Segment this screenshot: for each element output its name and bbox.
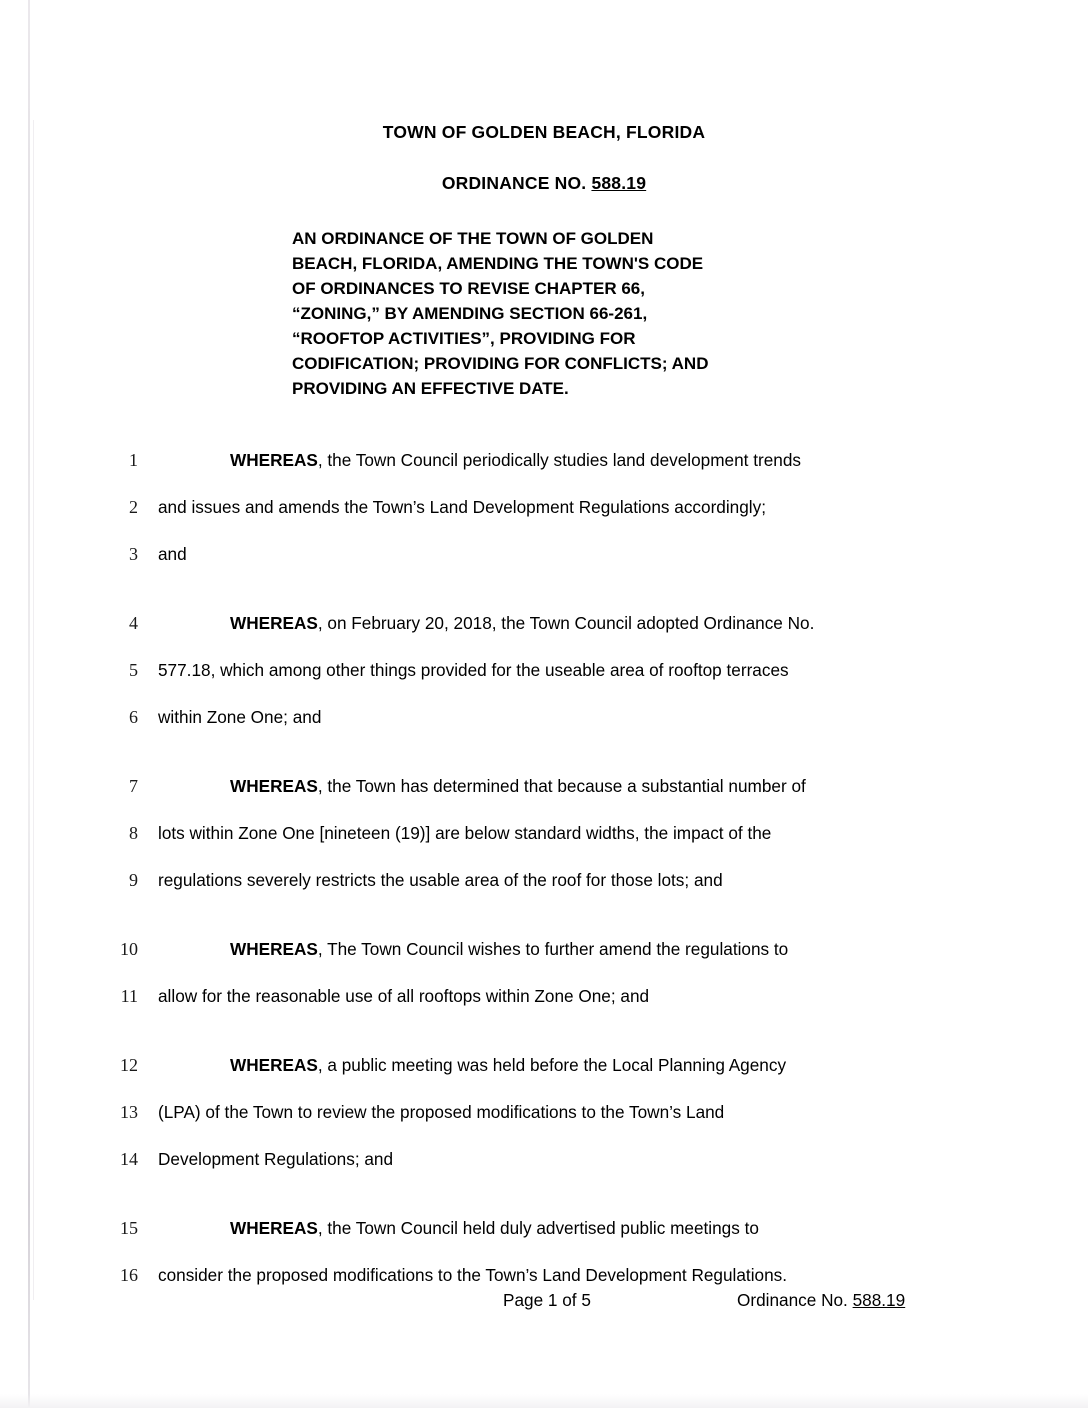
jurisdiction-title: TOWN OF GOLDEN BEACH, FLORIDA: [382, 122, 706, 142]
line-text: 577.18, which among other things provided for the useable area of rooftop terraces: [158, 660, 789, 680]
paragraph: [0, 600, 1088, 741]
scan-edge-bottom: [0, 1394, 1088, 1408]
line-text: [158, 763, 956, 810]
numbered-line: [0, 1136, 1088, 1183]
line-body: , The Town Council wishes to further amend the regulations to: [317, 939, 789, 959]
line-text: [158, 926, 956, 973]
line-number: 7: [129, 776, 138, 796]
numbered-line: [0, 1042, 1088, 1089]
line-text: [158, 1042, 956, 1089]
whereas-lead: WHEREAS: [230, 1055, 318, 1075]
paragraph: [0, 926, 1088, 1020]
ordinance-summary: [292, 226, 827, 401]
line-number: 3: [129, 544, 138, 564]
summary-line: “ZONING,” BY AMENDING SECTION 66-261,: [292, 304, 648, 323]
line-text: lots within Zone One [nineteen (19)] are below standard widths, the impact of the: [158, 823, 772, 843]
page-number-label: Page 1 of 5: [503, 1290, 591, 1310]
line-body: , the Town has determined that because a substantial number of: [317, 776, 806, 796]
summary-line: PROVIDING AN EFFECTIVE DATE.: [292, 379, 569, 398]
line-text: [158, 600, 956, 647]
footer-ordinance-prefix: Ordinance No.: [737, 1290, 853, 1310]
line-text: and: [158, 544, 187, 564]
line-number: 4: [129, 613, 138, 633]
line-text: [158, 1205, 956, 1252]
line-body: , the Town Council held duly advertised public meetings to: [317, 1218, 759, 1238]
ordinance-number-heading: [0, 173, 1088, 194]
line-text: [158, 437, 956, 484]
line-text: and issues and amends the Town’s Land Development Regulations accordingly;: [158, 497, 766, 517]
line-body: , on February 20, 2018, the Town Council adopted Ordinance No.: [317, 613, 815, 633]
footer-ordinance-number: 588.19: [852, 1290, 906, 1310]
summary-line: BEACH, FLORIDA, AMENDING THE TOWN'S CODE: [292, 254, 704, 273]
line-number: 10: [120, 939, 138, 959]
numbered-line: [0, 484, 1088, 531]
line-number: 9: [129, 870, 138, 890]
paragraph: [0, 763, 1088, 904]
whereas-lead: WHEREAS: [230, 776, 318, 796]
numbered-line: [0, 1205, 1088, 1252]
line-number: 11: [120, 986, 138, 1006]
line-text: within Zone One; and: [158, 707, 322, 727]
ordinance-label: ORDINANCE NO.: [441, 173, 592, 193]
whereas-lead: WHEREAS: [230, 613, 318, 633]
whereas-lead: WHEREAS: [230, 450, 318, 470]
paragraph: [0, 437, 1088, 578]
numbered-line: [0, 694, 1088, 741]
summary-line: CODIFICATION; PROVIDING FOR CONFLICTS; AND: [292, 354, 709, 373]
numbered-line: [0, 1089, 1088, 1136]
line-number: 14: [120, 1149, 138, 1169]
numbered-line: [0, 810, 1088, 857]
line-text: regulations severely restricts the usable area of the roof for those lots; and: [158, 870, 723, 890]
line-number: 1: [129, 450, 138, 470]
line-number: 16: [120, 1265, 138, 1285]
numbered-line: [0, 437, 1088, 484]
summary-line: AN ORDINANCE OF THE TOWN OF GOLDEN: [292, 229, 654, 248]
line-text: allow for the reasonable use of all rooftops within Zone One; and: [158, 986, 650, 1006]
line-number: 13: [120, 1102, 138, 1122]
summary-line: “ROOFTOP ACTIVITIES”, PROVIDING FOR: [292, 329, 636, 348]
paragraph: [0, 1042, 1088, 1183]
footer-ordinance: [737, 1290, 905, 1311]
line-number: 5: [129, 660, 138, 680]
line-number: 12: [120, 1055, 138, 1075]
line-number: 6: [129, 707, 138, 727]
paragraph: [0, 1205, 1088, 1299]
line-number: 2: [129, 497, 138, 517]
line-body: , a public meeting was held before the Local Planning Agency: [317, 1055, 787, 1075]
line-number: 15: [120, 1218, 138, 1238]
page-footer: [0, 1290, 1088, 1314]
numbered-line: [0, 973, 1088, 1020]
numbered-line: [0, 857, 1088, 904]
numbered-line: [0, 600, 1088, 647]
line-body: , the Town Council periodically studies land development trends: [317, 450, 801, 470]
numbered-line: [0, 647, 1088, 694]
ordinance-number: 588.19: [591, 173, 647, 193]
line-text: consider the proposed modifications to the Town’s Land Development Regulations.: [158, 1265, 788, 1285]
numbered-line: [0, 531, 1088, 578]
whereas-lead: WHEREAS: [230, 939, 318, 959]
line-number: 8: [129, 823, 138, 843]
numbered-line: [0, 926, 1088, 973]
line-text: (LPA) of the Town to review the proposed modifications to the Town’s Land: [158, 1102, 725, 1122]
summary-line: OF ORDINANCES TO REVISE CHAPTER 66,: [292, 279, 645, 298]
numbered-line: [0, 763, 1088, 810]
whereas-lead: WHEREAS: [230, 1218, 318, 1238]
line-text: Development Regulations; and: [158, 1149, 394, 1169]
document-body: [0, 437, 1088, 1299]
